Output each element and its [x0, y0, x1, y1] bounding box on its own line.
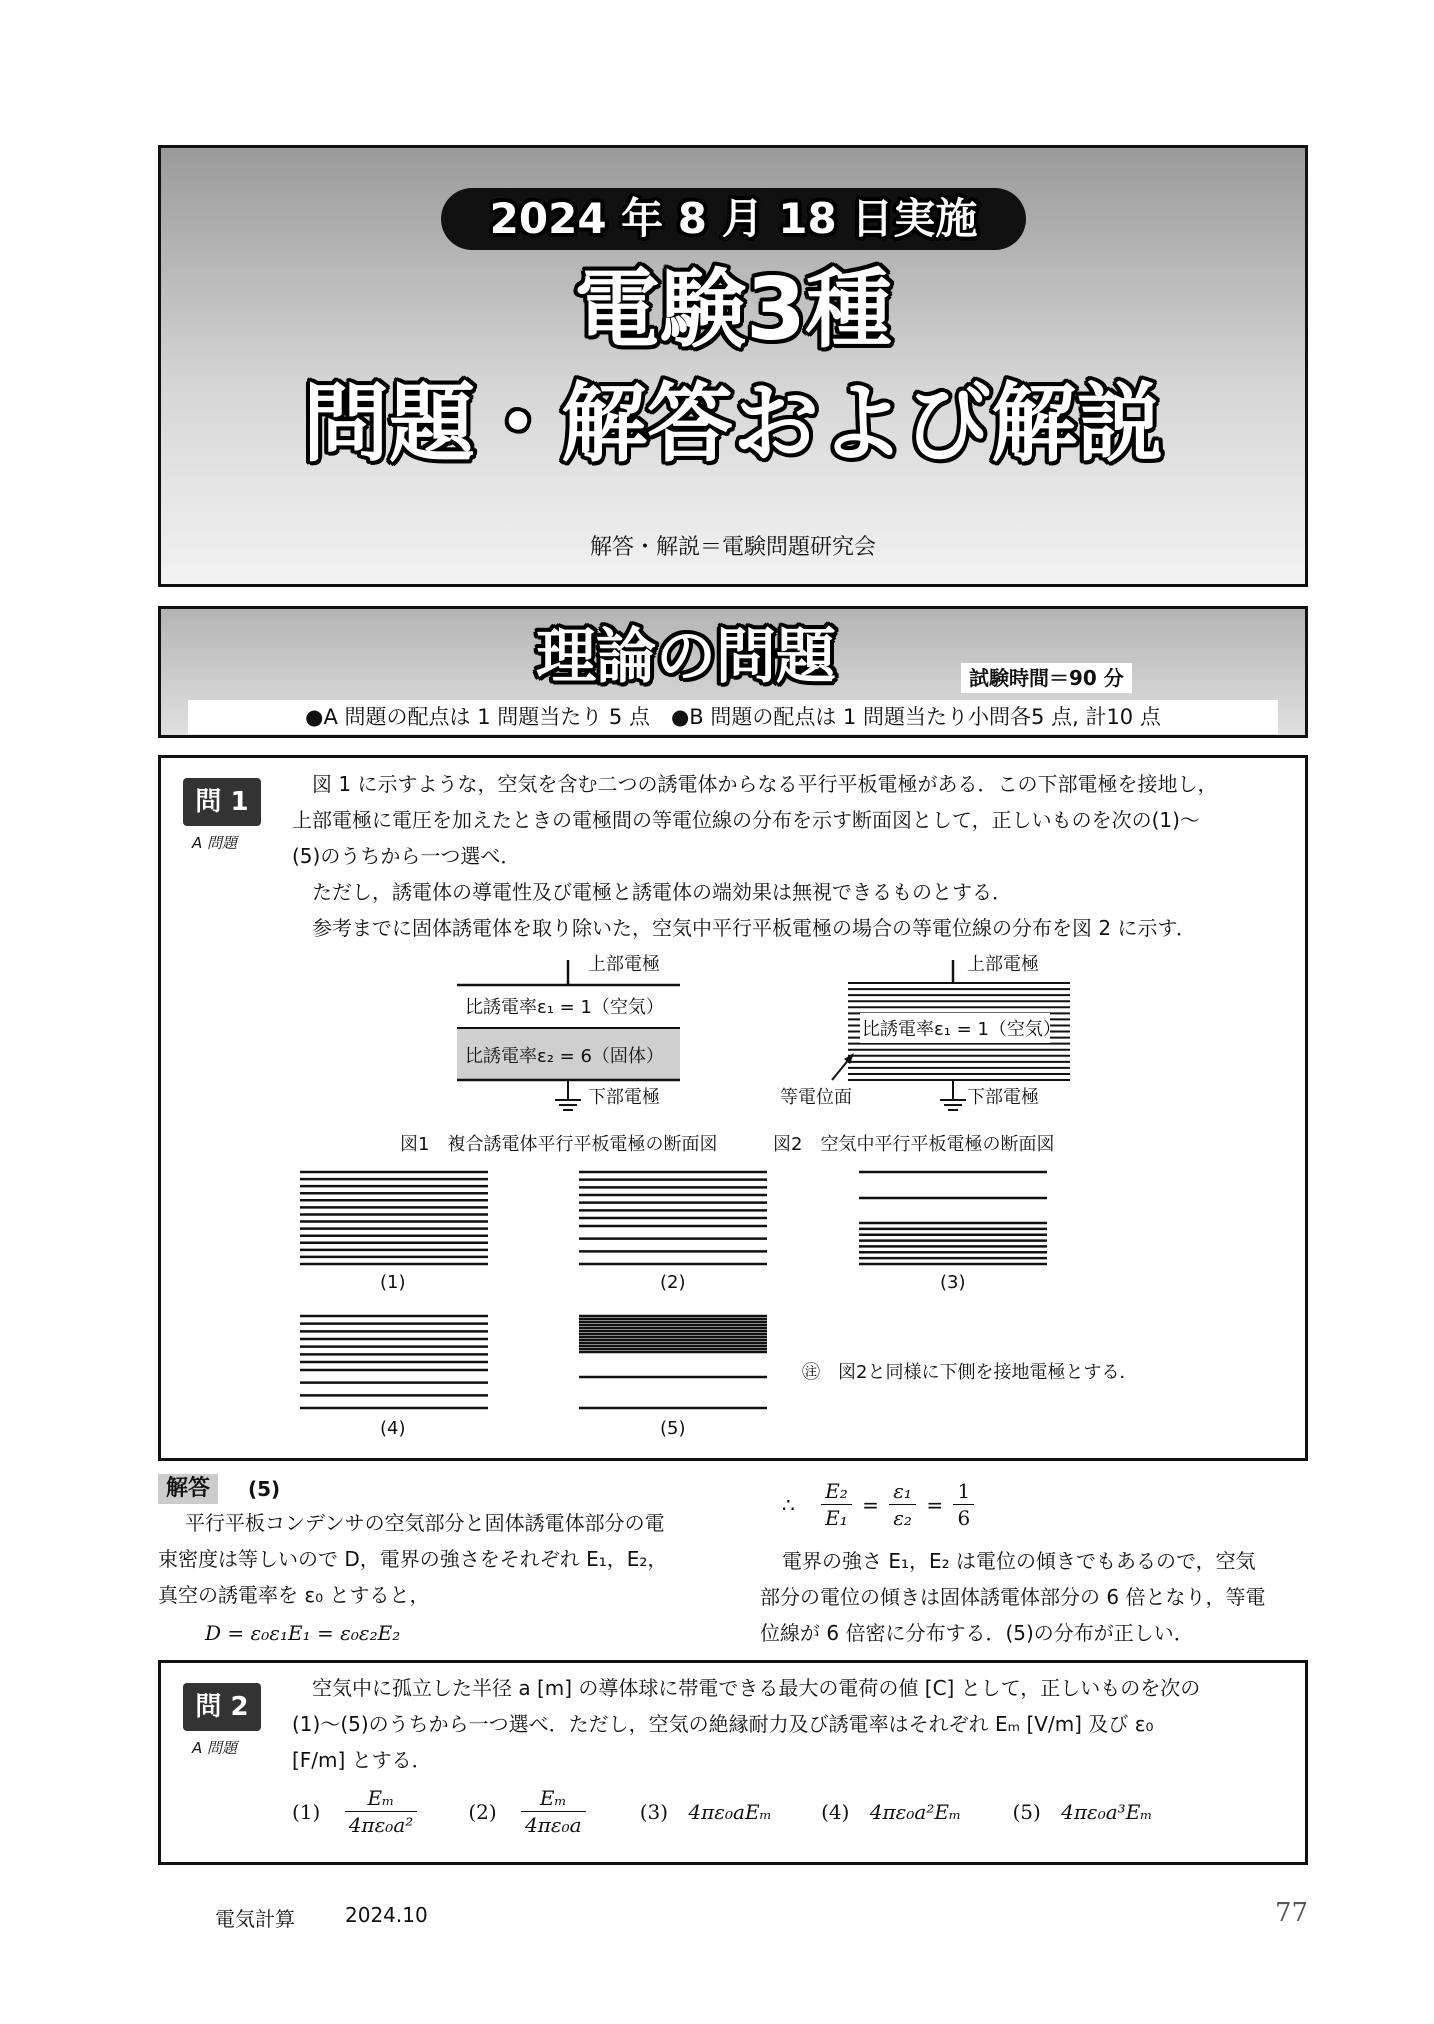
fig2-lower-label: 下部電極: [967, 1087, 1039, 1108]
fig1-lower-label: 下部電極: [588, 1087, 660, 1108]
fig2-upper-label: 上部電極: [967, 954, 1039, 975]
q2-option-1-den: 4πε₀a²: [348, 1813, 414, 1837]
exam-time: 試験時間＝90 分: [961, 663, 1132, 693]
q2-option-1: [292, 1785, 462, 1838]
q2-option-3-label: (3): [639, 1799, 669, 1824]
fraction-e-num: E₂: [821, 1478, 852, 1505]
q2-option-2-den: 4πε₀a: [525, 1813, 582, 1837]
q1-line-3: (5)のうちから一つ選べ．: [292, 844, 521, 868]
fraction-value-den: 6: [957, 1506, 971, 1530]
question-2-type: A 問題: [192, 1739, 238, 1757]
option-5-diagram: [577, 1312, 769, 1412]
therefore-sign: ∴: [782, 1492, 795, 1517]
option-3-label: (3): [940, 1272, 966, 1293]
option-1-label: (1): [380, 1272, 406, 1293]
fraction-eps-den: ε₂: [893, 1506, 912, 1530]
q2-option-1-frac: [345, 1785, 418, 1838]
date-label: 2024 年 8 月 18 日実施: [489, 194, 978, 243]
page-number: 77: [1275, 1898, 1309, 1928]
q2-option-5-value: 4πε₀a³Eₘ: [1061, 1799, 1153, 1824]
option-1-diagram: [298, 1168, 490, 1268]
q2-option-1-num: Eₘ: [345, 1785, 418, 1812]
q2-option-3-value: 4πε₀aEₘ: [688, 1799, 772, 1824]
fraction-e: [821, 1478, 852, 1531]
fraction-value: [953, 1478, 974, 1531]
a1-left-line-2: 束密度は等しいので D，電界の強さをそれぞれ E₁，E₂，: [158, 1547, 668, 1571]
points-note: ●A 問題の配点は 1 問題当たり 5 点 ●B 問題の配点は 1 問題当たり小問各5 点, 計10 点: [188, 700, 1278, 734]
answer-label: 解答: [158, 1474, 218, 1504]
q2-line-2: (1)〜(5)のうちから一つ選べ．ただし，空気の絶縁耐力及び誘電率はそれぞれ Eₘ [V/m] 及び ε₀: [292, 1712, 1154, 1736]
option-4-label: (4): [380, 1418, 406, 1439]
header-box: [158, 145, 1308, 587]
options-note: ㊟ 図2と同様に下側を接地電極とする．: [802, 1362, 1138, 1383]
q1-line-1: 図 1 に示すような，空気を含む二つの誘電体からなる平行平板電極がある．この下部電極を接地し，: [312, 772, 1218, 796]
q2-option-1-label: (1): [292, 1799, 321, 1824]
question-1-badge: 問 1: [183, 778, 261, 826]
a1-left-line-1: 平行平板コンデンサの空気部分と固体誘電体部分の電: [185, 1511, 665, 1535]
q2-option-3: [640, 1800, 815, 1824]
q2-option-5-label: (5): [1012, 1799, 1041, 1824]
option-5-label: (5): [660, 1418, 686, 1439]
q2-option-4-label: (4): [821, 1799, 850, 1824]
q2-line-3: [F/m] とする．: [292, 1748, 432, 1772]
credit: 解答・解説＝電験問題研究会: [589, 535, 876, 560]
question-1-type: A 問題: [192, 834, 238, 852]
fig1-upper-label: 上部電極: [588, 954, 660, 975]
footer-issue: 2024.10: [345, 1903, 428, 1927]
q1-line-2: 上部電極に電圧を加えたときの電極間の等電位線の分布を示す断面図として，正しいものを次の(1)〜: [292, 808, 1200, 832]
option-4-diagram: [298, 1312, 490, 1412]
fig2-caption: 図2 空気中平行平板電極の断面図: [773, 1134, 1055, 1155]
section-box: [158, 606, 1308, 738]
fraction-eps: [889, 1478, 916, 1531]
fig2-equipotential-label: 等電位面: [780, 1087, 852, 1108]
section-title: 理論の問題: [536, 622, 836, 692]
fig1-caption: 図1 複合誘電体平行平板電極の断面図: [400, 1134, 718, 1155]
title-line2: 問題・解答および解説: [303, 374, 1163, 474]
a1-left-line-3: 真空の誘電率を ε₀ とすると，: [158, 1583, 430, 1607]
fraction-e-den: E₁: [825, 1506, 848, 1530]
q2-option-2-frac: [521, 1785, 586, 1838]
a1-ratio-equation: ∴ $\frac{\text{E₂}}{\text{E₁}}$ = $\frac{\text{ε₁}}{\text{ε₂}}$ = $\frac{1}{6}$: [782, 1478, 974, 1531]
answer-value: (5): [248, 1477, 281, 1501]
a1-equation: D = ε₀ε₁E₁ = ε₀ε₂E₂: [205, 1621, 401, 1645]
fig1-solid-label: 比誘電率ε₂ = 6（固体）: [465, 1046, 664, 1067]
question-2-badge: 問 2: [183, 1683, 261, 1731]
fig2-air-label: 比誘電率ε₁ = 1（空気）: [862, 1019, 1061, 1040]
q2-options: [292, 1785, 1292, 1838]
title-line1: 電験3種: [574, 260, 892, 360]
a1-right-line-3: 位線が 6 倍密に分布する．(5)の分布が正しい．: [760, 1621, 1194, 1645]
q1-line-5: 参考までに固体誘電体を取り除いた，空気中平行平板電極の場合の等電位線の分布を図 2 に示す．: [312, 916, 1196, 940]
q1-line-4: ただし，誘電体の導電性及び電極と誘電体の端効果は無視できるものとする．: [312, 880, 1012, 904]
fraction-value-num: 1: [953, 1478, 974, 1505]
q2-option-4-value: 4πε₀a²Eₘ: [869, 1799, 962, 1824]
q2-option-2-num: Eₘ: [521, 1785, 586, 1812]
q2-line-1: 空気中に孤立した半径 a [m] の導体球に帯電できる最大の電荷の値 [C] として，正しいものを次の: [312, 1676, 1201, 1700]
fraction-eps-num: ε₁: [889, 1478, 916, 1505]
a1-right-line-2: 部分の電位の傾きは固体誘電体部分の 6 倍となり，等電: [760, 1585, 1266, 1609]
fig1-air-label: 比誘電率ε₁ = 1（空気）: [465, 997, 664, 1018]
q2-option-5: [1012, 1800, 1202, 1824]
option-2-diagram: [577, 1168, 769, 1268]
q2-option-4: [821, 1800, 1006, 1824]
option-2-label: (2): [660, 1272, 686, 1293]
footer-journal: 電気計算: [215, 1907, 295, 1931]
q2-option-2: [468, 1785, 633, 1838]
option-3-diagram: [857, 1168, 1049, 1268]
q2-option-2-label: (2): [468, 1799, 497, 1824]
a1-right-line-1: 電界の強さ E₁，E₂ は電位の傾きでもあるので，空気: [782, 1549, 1256, 1573]
